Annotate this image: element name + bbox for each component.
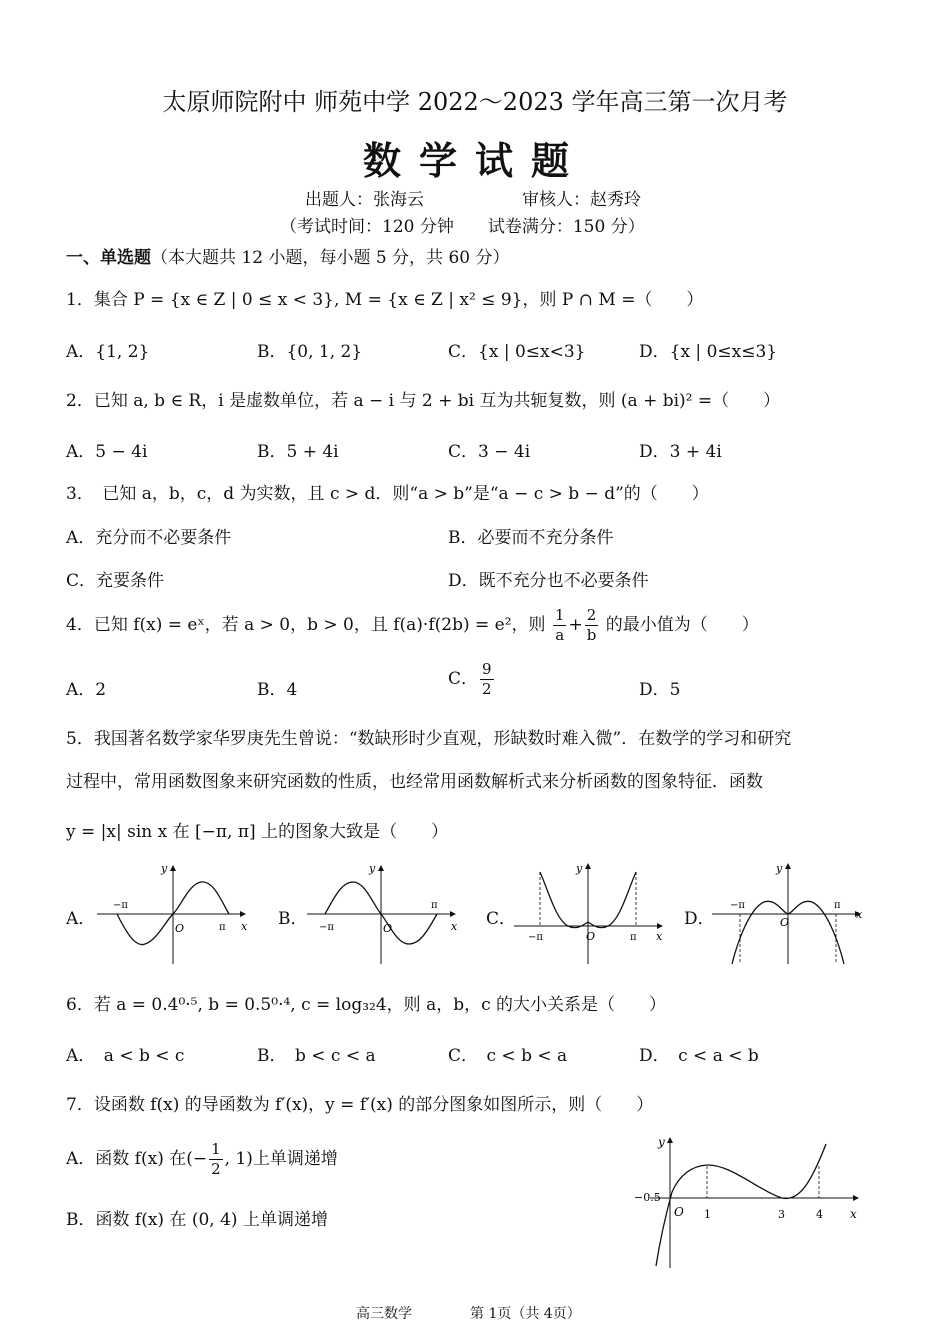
q2-option-a: A．5 − 4i <box>66 442 148 462</box>
q6-option-b: B． b < c < a <box>257 1046 376 1066</box>
neg-pi-label: −π <box>730 900 745 911</box>
q7-option-b: B．函数 f(x) 在 (0, 4) 上单调递增 <box>66 1210 328 1230</box>
page-title: 数学试题 <box>362 138 587 183</box>
tick-4-label: 4 <box>816 1208 823 1221</box>
q7-opta-den: 2 <box>211 1160 221 1178</box>
question-1: 1．集合 P = {x ∈ Z | 0 ≤ x < 3}, M = {x ∈ Z | x² ≤ 9}，则 P ∩ M =（ ） <box>66 290 704 310</box>
origin-label: O <box>780 916 790 929</box>
q7-opta-right: , 1) <box>224 1149 253 1169</box>
question-3: 3． 已知 a，b，c，d 为实数，且 c > d．则“a > b”是“a − c > b − d”的（ ） <box>66 484 709 504</box>
q4-plus: + <box>568 615 583 635</box>
q4-option-c <box>448 660 496 699</box>
y-label: y <box>161 862 168 875</box>
q4-frac1-num: 1 <box>554 606 565 624</box>
q4-frac2-den: b <box>586 626 597 644</box>
section-title <box>66 243 510 268</box>
q7-graph <box>630 1130 865 1270</box>
question-7: 7．设函数 f(x) 的导函数为 f′(x)，y = f′(x) 的部分图象如图所示，则（ ） <box>66 1095 654 1115</box>
origin-label: O <box>383 922 393 935</box>
y-label: y <box>658 1135 665 1149</box>
q5-graph-b <box>305 860 465 968</box>
q3-option-a: A．充分而不必要条件 <box>66 528 232 548</box>
q2-option-d: D．3 + 4i <box>639 442 722 462</box>
q7-opta-left: (− <box>186 1149 208 1169</box>
q4-option-a: A．2 <box>66 680 107 700</box>
section-note: （本大题共 12 小题，每小题 5 分，共 60 分） <box>151 248 510 268</box>
question-5-line-3: y = |x| sin x 在 [−π, π] 上的图象大致是（ ） <box>66 822 449 842</box>
q6-option-d: D． c < a < b <box>639 1046 759 1066</box>
q7-opta-before: A．函数 f(x) 在 <box>66 1149 187 1169</box>
q3-option-b: B．必要而不充分条件 <box>448 528 614 548</box>
y-label: y <box>369 862 376 875</box>
x-label: x <box>656 930 663 943</box>
q6-option-a: A． a < b < c <box>66 1046 185 1066</box>
q4-text-after: 的最小值为（ ） <box>605 615 759 635</box>
origin-label: O <box>175 922 185 935</box>
school-line: 太原师院附中 师苑中学 2022～2023 学年高三第一次月考 <box>162 88 788 116</box>
q7-option-a <box>66 1140 338 1179</box>
reviewer-label: 审核人：赵秀玲 <box>522 190 641 210</box>
q4-text-before: 4．已知 f(x) = eˣ，若 a > 0，b > 0，且 f(a)·f(2b) = e²，则 <box>66 615 546 635</box>
q5-option-a: A． <box>66 909 96 929</box>
q3-option-d: D．既不充分也不必要条件 <box>448 571 649 591</box>
question-4 <box>66 606 759 645</box>
q4-frac2-num: 2 <box>585 606 599 626</box>
author-label: 出题人：张海云 <box>305 190 424 210</box>
pi-label: π <box>219 922 226 933</box>
q4-option-c-fraction <box>480 660 494 699</box>
question-5-line-2: 过程中，常用函数图象来研究函数的性质，也经常用函数解析式来分析函数的图象特征．函数 <box>66 772 763 792</box>
q5-graph-d <box>710 860 870 968</box>
q4-optc-num: 9 <box>482 660 492 678</box>
q5-option-d: D． <box>684 909 715 929</box>
q4-option-d: D．5 <box>639 680 681 700</box>
q6-option-c: C． c < b < a <box>448 1046 568 1066</box>
question-6: 6．若 a = 0.4⁰·⁵, b = 0.5⁰·⁴, c = log₃₂4，则 a，b，c 的大小关系是（ ） <box>66 995 667 1015</box>
question-5-line-1: 5．我国著名数学家华罗庚先生曾说：“数缺形时少直观，形缺数时难入微”．在数学的学习和研究 <box>66 729 792 749</box>
q7-opta-after: 上单调递增 <box>252 1149 338 1169</box>
q4-option-c-label: C． <box>448 669 479 689</box>
tick-3-label: 3 <box>778 1208 785 1221</box>
x-label: x <box>241 920 248 933</box>
q4-optc-den: 2 <box>482 680 492 698</box>
pi-label: π <box>630 932 637 943</box>
section-title-text: 一、单选题 <box>66 248 151 268</box>
y-label: y <box>776 862 783 875</box>
y-label: y <box>576 862 583 875</box>
q7-opta-fraction <box>209 1140 223 1179</box>
x-label: x <box>856 908 863 921</box>
q2-option-c: C．3 − 4i <box>448 442 531 462</box>
tick-1-label: 1 <box>704 1208 711 1221</box>
q3-option-c: C．充要条件 <box>66 571 165 591</box>
q1-option-a: A．{1, 2} <box>66 342 150 362</box>
question-2: 2．已知 a, b ∈ R，i 是虚数单位，若 a − i 与 2 + bi 互为共轭复数，则 (a + bi)² =（ ） <box>66 391 781 411</box>
q1-option-b: B．{0, 1, 2} <box>257 342 363 362</box>
q1-option-c: C．{x | 0≤x<3} <box>448 342 586 362</box>
q5-option-c: C． <box>486 909 517 929</box>
neg-half-label: −0.5 <box>634 1191 661 1204</box>
footer-subject: 高三数学 <box>356 1306 412 1322</box>
q1-option-d: D．{x | 0≤x≤3} <box>639 342 778 362</box>
origin-label: O <box>586 930 596 943</box>
pi-label: π <box>834 900 841 911</box>
q7-opta-num: 1 <box>211 1140 221 1158</box>
q5-graph-a <box>95 860 255 968</box>
q4-option-b: B．4 <box>257 680 298 700</box>
origin-label: O <box>674 1205 684 1219</box>
exam-info: （考试时间：120 分钟 试卷满分：150 分） <box>280 217 645 237</box>
q5-graph-c <box>512 860 672 968</box>
q5-option-b: B． <box>278 909 308 929</box>
neg-pi-label: −π <box>528 932 543 943</box>
footer-page: 第 1页（共 4页） <box>470 1306 581 1322</box>
x-label: x <box>451 920 458 933</box>
q4-fraction-2 <box>585 606 599 645</box>
q4-fraction-1 <box>553 606 567 645</box>
neg-pi-label: −π <box>319 922 334 933</box>
neg-pi-label: −π <box>113 900 128 911</box>
q2-option-b: B．5 + 4i <box>257 442 339 462</box>
pi-label: π <box>431 900 438 911</box>
q4-frac1-den: a <box>555 626 565 644</box>
x-label: x <box>850 1207 857 1221</box>
